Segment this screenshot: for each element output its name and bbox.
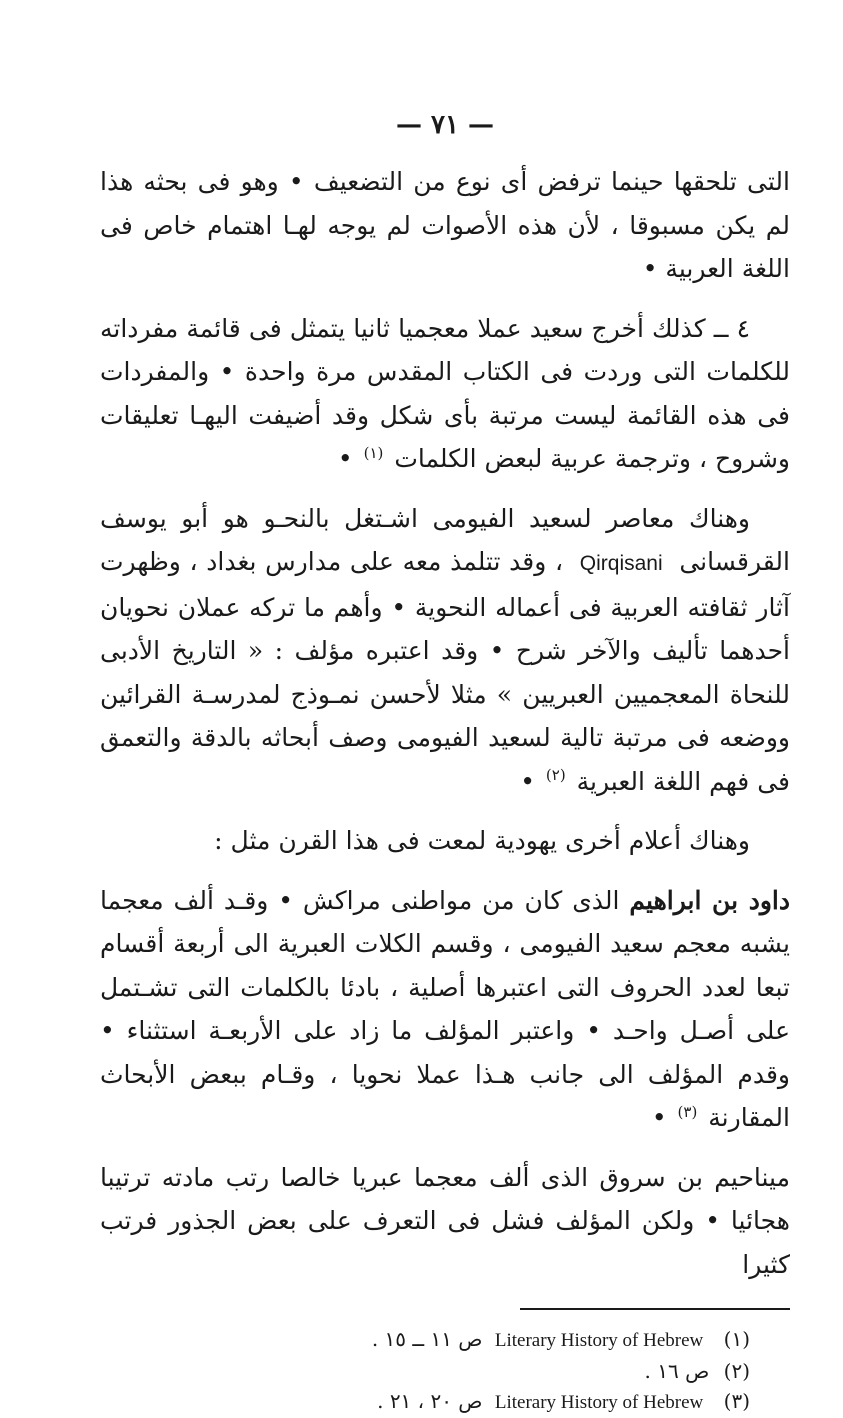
paragraph-5-text: الذى كان من مواطنى مراكش • وقـد ألف معجما يشبه معجم سعيد الفيومى ، وقسم الكلات العبرية الى أربعة أقسام تبعا لعدد الحروف التى اعتبرها أصلية ، بادئا بالكلمات التى تشـتمل على أصـل واحـد • واعتبر المؤلف ما زاد على الأربعـة استثناء • وقدم المؤلف الى جانب هـذا عملا نحويا ، وقـام ببعض الأبحاث المقارنة [100, 885, 790, 1132]
paragraph-1: التى تلحقها حينما ترفض أى نوع من التضعيف • وهو فى بحثه هذا لم يكن مسبوقا ، لأن هذه الأصوات لم يوجه لهـا اهتمام خاص فى اللغة العربية • [100, 167, 790, 283]
footnote-2-pages: ص ١٦ . [644, 1359, 710, 1383]
footnote-1-title: Literary History of Hebrew [494, 1330, 704, 1351]
footnote-3-pages: ص ٢٠ ، ٢١ . [377, 1389, 483, 1413]
footnote-3-title: Literary History of Hebrew [494, 1392, 704, 1413]
paragraph-3-end: • [520, 766, 535, 796]
footnote-2 [100, 1356, 750, 1386]
footnote-ref-2: (٢) [545, 766, 566, 785]
document-page [100, 110, 790, 1418]
footnote-1 [100, 1324, 750, 1356]
paragraph-5 [100, 879, 790, 1140]
footnote-1-pages: ص ١١ ــ ١٥ . [371, 1327, 483, 1351]
footnote-ref-3: (٣) [677, 1102, 698, 1121]
footnote-divider [520, 1308, 790, 1310]
footnote-3-mark: (٣) [723, 1389, 750, 1413]
paragraph-3-part2: ، وقد تتلمذ معه على مدارس بغداد ، وظهرت آثار ثقافته العربية فى أعماله النحوية • وأهم ما تركه عملان نحويان أحدهما تأليف والآخر شرح • وقد اعتبره مؤلف : « التاريخ الأدبى للنحاة المعجميين العبريين » مثلا لأحسن نمـوذج لمدرسـة القرائين ووضعه فى مرتبة تالية لسعيد الفيومى وصف أبحاثه بالدقة والتعمق فى فهم اللغة العبرية [100, 547, 790, 796]
footnote-3 [100, 1386, 750, 1418]
latin-term-qirqisani: Qirqisani [579, 552, 663, 575]
page-number: — ٧١ — [395, 110, 495, 140]
paragraph-5-end: • [651, 1103, 667, 1132]
paragraph-2 [100, 307, 790, 481]
paragraph-6: ميناحيم بن سروق الذى ألف معجما عبريا خالصا رتب مادته ترتيبا هجائيا • ولكن المؤلف فشل فى التعرف على بعض الجذور فرتب كثيرا [100, 1162, 790, 1279]
footnote-2-mark: (٢) [723, 1359, 750, 1383]
paragraph-4: وهناك أعلام أخرى يهودية لمعت فى هذا القرن مثل : [214, 826, 750, 855]
paragraph-5-name: داود بن ابراهيم [629, 885, 790, 915]
paragraph-2-end: • [337, 444, 353, 473]
footnotes [100, 1324, 790, 1418]
paragraph-3 [100, 497, 790, 804]
footnote-ref-1: (١) [363, 443, 384, 462]
footnote-1-mark: (١) [723, 1327, 750, 1351]
paragraph-3-part1: وهناك معاصر لسعيد الفيومى اشـتغل بالنحـو هو أبو يوسف القرقسانى [100, 503, 790, 576]
paragraph-2-text: ٤ ــ كذلك أخرج سعيد عملا معجميا ثانيا يتمثل فى قائمة مفرداته للكلمات التى وردت فى الكتاب المقدس مرة واحدة • والمفردات فى هذه القائمة ليست مرتبة بأى شكل وقد أضيفت اليهـا تعليقات وشروح ، وترجمة عربية لبعض الكلمات [100, 313, 790, 473]
